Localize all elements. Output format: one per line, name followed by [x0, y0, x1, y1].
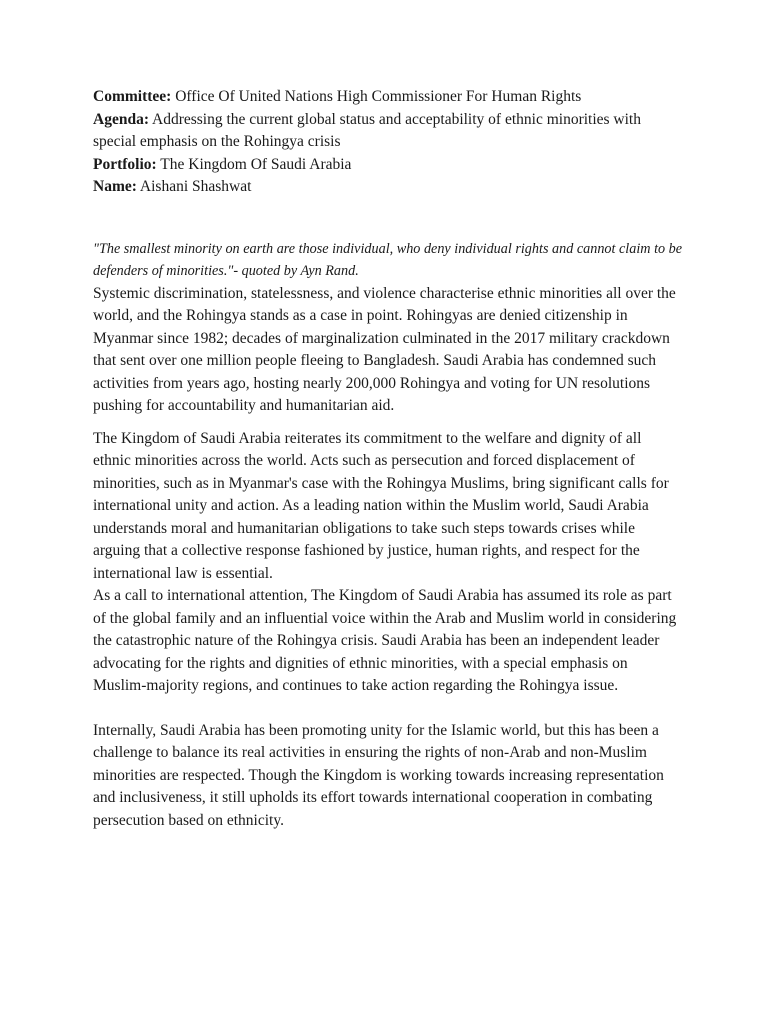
agenda-line	[93, 109, 683, 154]
opening-quote: "The smallest minority on earth are those individual, who deny individual rights and cannot claim to be defenders of minorities."- quoted by Ayn Rand.	[93, 240, 683, 279]
committee-label: Committee:	[93, 88, 172, 105]
portfolio-value: The Kingdom Of Saudi Arabia	[156, 155, 352, 173]
paragraph-international-attention: As a call to international attention, The Kingdom of Saudi Arabia has assumed its role as part of the global family and an influential voice within the Arab and Muslim world in considering the catastrophic nature of the Rohingya crisis. Saudi Arabia has been an independent leader advocating for the rights and dignities of ethnic minorities, with a special emphasis on Muslim-majority regions, and continues to take action regarding the Rohingya issue.	[93, 587, 677, 694]
name-line	[93, 176, 683, 199]
agenda-label: Agenda:	[93, 110, 149, 128]
paragraph-introduction: Systemic discrimination, statelessness, and violence characterise ethnic minorities all over the world, and the Rohingya stands as a case in point. Rohingyas are denied citizenship in Myanmar since 1982; decades of marginalization culminated in the 2017 military crackdown that sent over one million people fleeing to Bangladesh. Saudi Arabia has condemned such activities from years ago, hosting nearly 200,000 Rohingya and voting for UN resolutions pushing for accountability and humanitarian aid.	[93, 284, 676, 414]
committee-value: Office Of United Nations High Commissioner For Human Rights	[171, 88, 582, 105]
agenda-value: Addressing the current global status and acceptability of ethnic minorities with special emphasis on the Rohingya crisis	[93, 110, 641, 150]
paragraph-internal-policy: Internally, Saudi Arabia has been promoting unity for the Islamic world, but this has been a challenge to balance its real activities in ensuring the rights of non-Arab and non-Muslim minorities are respected. Though the Kingdom is working towards increasing representation and inclusiveness, it still upholds its effort towards international cooperation in combating persecution based on ethnicity.	[93, 721, 664, 829]
paragraph-commitment: The Kingdom of Saudi Arabia reiterates its commitment to the welfare and dignity of all ethnic minorities across the world. Acts such as persecution and forced displacement of minorities, such as in Myanmar's case with the Rohingya Muslims, bring significant calls for international unity and action. As a leading nation within the Muslim world, Saudi Arabia understands moral and humanitarian obligations to take such steps towards crises while arguing that a collective response fashioned by justice, human rights, and respect for the international law is essential.	[93, 429, 669, 582]
name-value: Aishani Shashwat	[136, 178, 252, 195]
portfolio-line	[93, 154, 683, 177]
position-paper-header	[93, 86, 683, 199]
name-label: Name:	[93, 178, 137, 195]
document-page	[93, 86, 683, 832]
portfolio-label: Portfolio:	[93, 155, 157, 173]
committee-line	[93, 86, 683, 109]
